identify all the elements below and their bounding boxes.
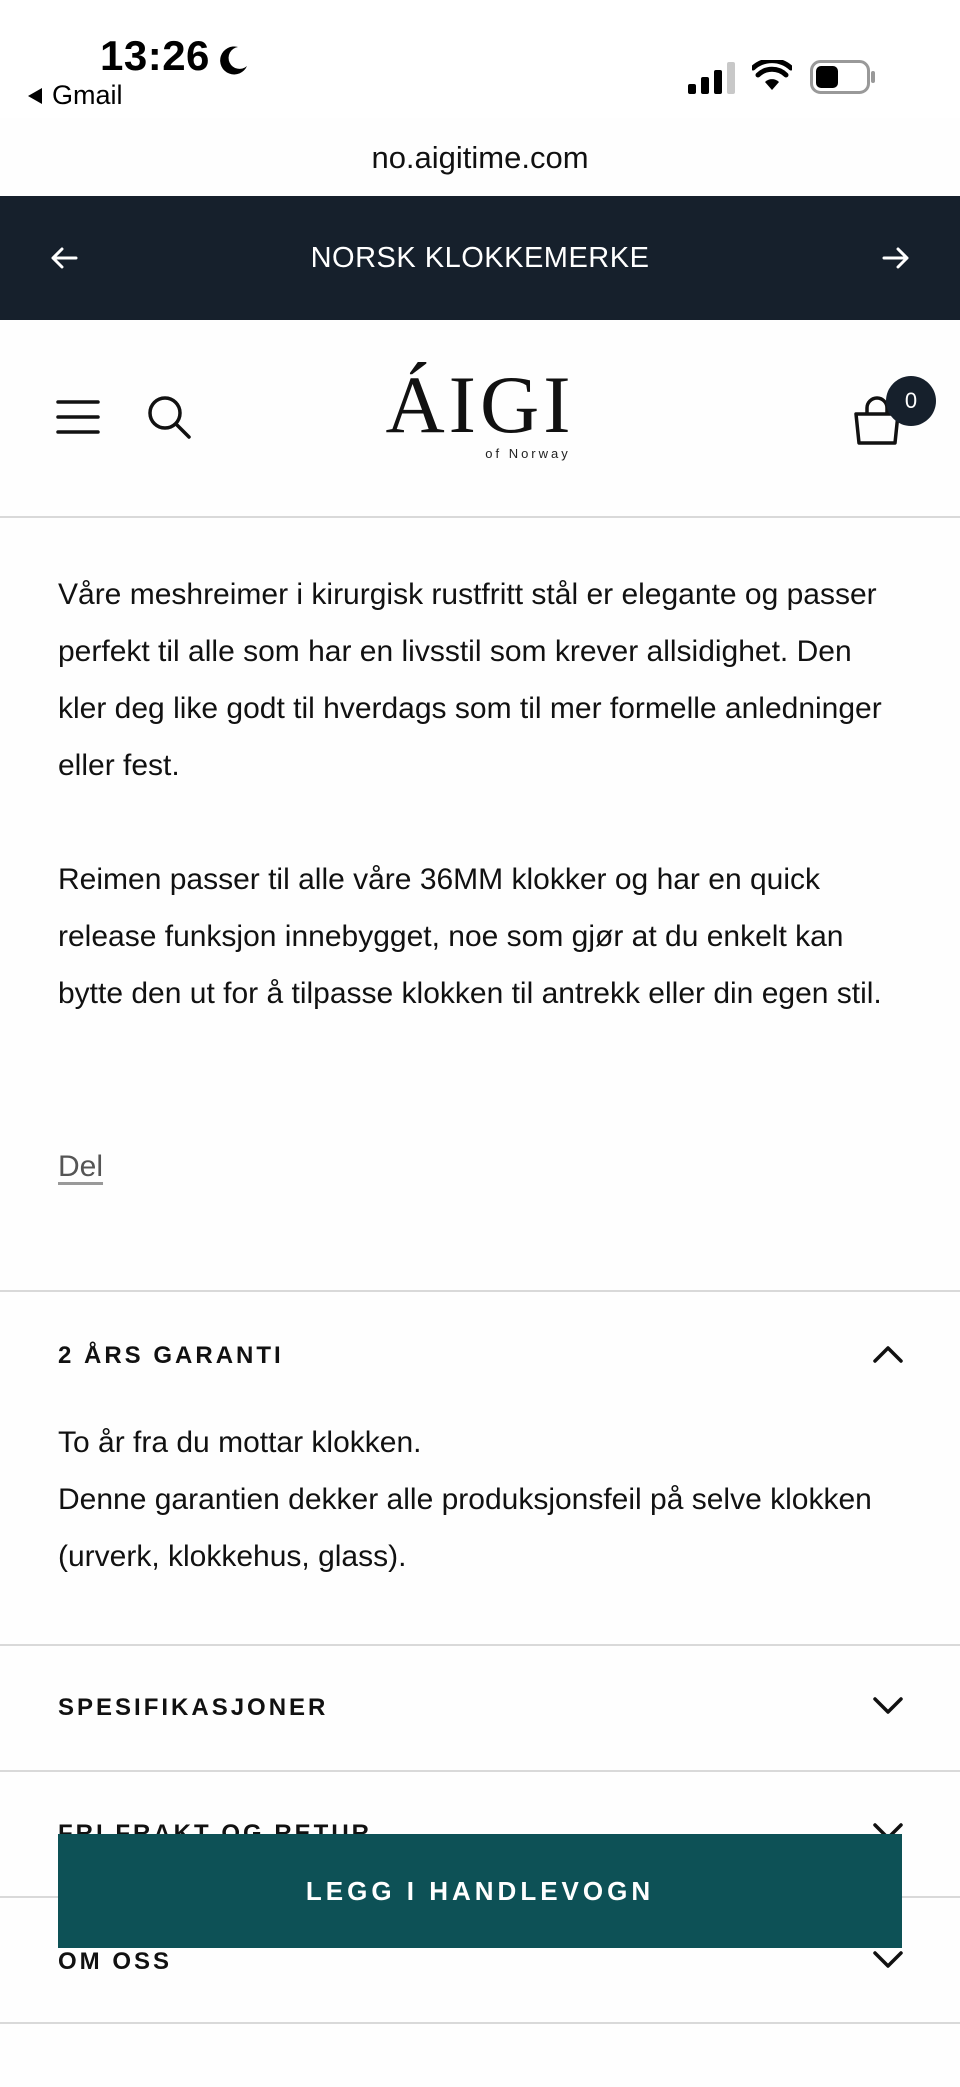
share-link[interactable]: Del [58, 1150, 104, 1183]
accordion-title[interactable]: SPESIFIKASJONER [58, 1694, 329, 1721]
address-bar[interactable]: no.aigitime.com [371, 140, 589, 175]
status-bar [0, 0, 960, 118]
wifi-icon [752, 60, 792, 92]
announcement-bar [0, 196, 960, 320]
announcement-text: NORSK KLOKKEMERKE [310, 242, 650, 274]
logo-tagline: of Norway [485, 446, 571, 461]
site-header [0, 320, 960, 518]
battery-icon [810, 60, 876, 94]
cart-count-badge: 0 [886, 376, 936, 426]
product-description [58, 566, 908, 1079]
chevron-down-icon[interactable] [872, 1950, 904, 1970]
add-to-cart-button[interactable]: LEGG I HANDLEVOGN [58, 1834, 902, 1948]
accordion-warranty [0, 1290, 960, 1644]
chevron-up-icon[interactable] [872, 1344, 904, 1364]
accordion-specifications[interactable] [0, 1644, 960, 1770]
logo-wordmark: ÁIGI [385, 359, 575, 450]
accordion-body [58, 1414, 908, 1585]
accordion-title[interactable]: OM OSS [58, 1948, 173, 1975]
back-to-app-link[interactable] [28, 80, 123, 111]
arrow-right-icon[interactable] [880, 242, 912, 274]
description-paragraph: Våre meshreimer i kirurgisk rustfritt stål er elegante og passer perfekt til alle som har en livsstil som krever allsidighet. Den kler deg like godt til hverdags som til mer formelle anledninger eller fest. [58, 578, 882, 782]
status-time: 13:26 [100, 32, 210, 79]
accordion-title[interactable]: 2 ÅRS GARANTI [58, 1342, 284, 1369]
back-app-label: Gmail [52, 80, 123, 110]
chevron-down-icon[interactable] [872, 1696, 904, 1716]
cellular-signal-icon [688, 62, 736, 94]
warranty-line: Denne garantien dekker alle produksjonsfeil på selve klokken (urverk, klokkehus, glass). [58, 1483, 872, 1573]
description-paragraph: Reimen passer til alle våre 36MM klokker og har en quick release funksjon innebygget, noe som gjør at du enkelt kan bytte den ut for å tilpasse klokken til antrekk eller din egen stil. [58, 863, 882, 1010]
search-icon[interactable] [146, 394, 192, 440]
brand-logo[interactable] [360, 360, 600, 470]
moon-icon [218, 44, 250, 76]
back-triangle-icon [28, 88, 42, 104]
warranty-line: To år fra du mottar klokken. [58, 1426, 422, 1459]
hamburger-menu-icon[interactable] [56, 398, 100, 436]
